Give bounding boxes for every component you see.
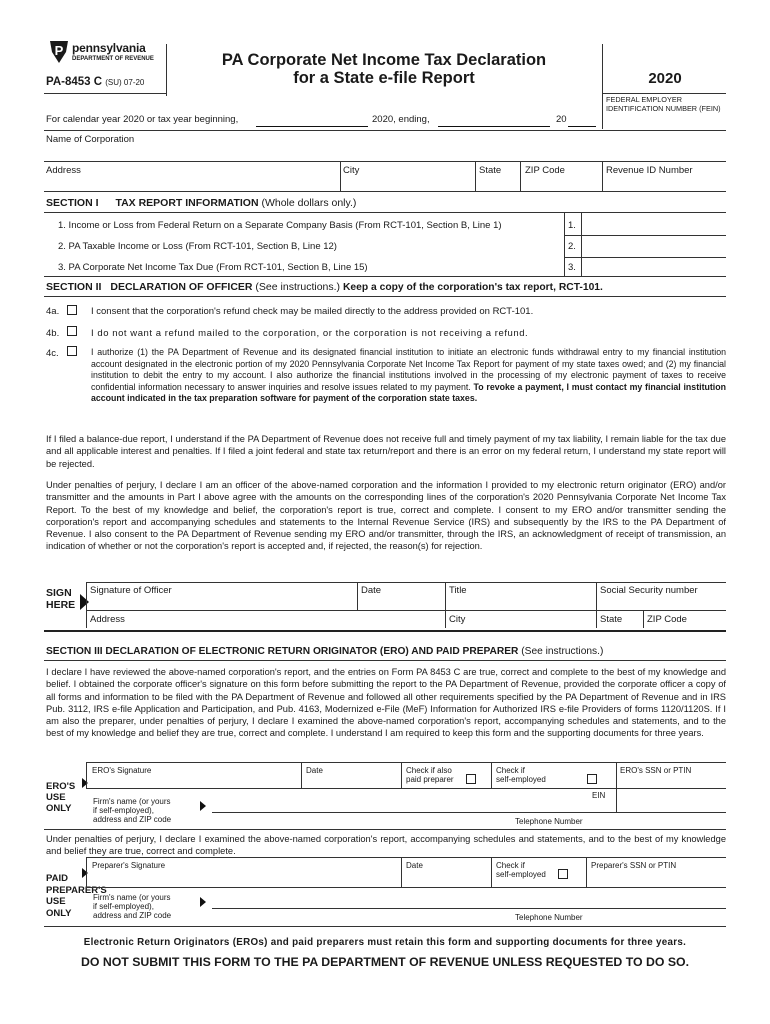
ero-self-employed-checkbox[interactable] [587,774,597,784]
ero-paid-preparer-checkbox[interactable] [466,774,476,784]
section-2-title: DECLARATION OF OFFICER [110,281,253,293]
officer-signature-field[interactable] [88,597,354,609]
preparer-ssn-label: Preparer's SSN or PTIN [591,861,677,870]
here-label: HERE [46,599,76,611]
corp-state-label: State [479,165,502,176]
do-not-submit-notice: DO NOT SUBMIT THIS FORM TO THE PA DEPARTMENT OF REVENUE UNLESS REQUESTED TO DO SO. [80,955,690,969]
section-3-title: SECTION III DECLARATION OF ELECTRONIC RETURN ORIGINATOR (ERO) AND PAID PREPARER [46,646,519,657]
preparer-self-employed-label [496,861,546,879]
ero-date-label: Date [306,766,323,775]
ero-self-line-1: Check if [496,766,525,775]
prep-label-3: USE [46,896,66,907]
item-4c-body: I authorize (1) the PA Department of Revenue and its designated financial institution to initiate an electronic funds withdrawal entry to my financial institution account designated in the electronic portion of my 2020 Pennsylvania Corporate Net Income Tax Report for payment of my state taxes owed; and (2) my financial institution to debit the entry to my account. I also authorize the financial institutions involved in the processing of my electronic payment of taxes to receive confidential information necessary to answer inquiries and resolve issues related to my payment. [91,347,726,392]
line-1-text: 1. Income or Loss from Federal Return on a Separate Company Basis (From RCT-101, Section B, Line 1) [58,220,502,231]
ero-firm-field[interactable] [212,797,586,811]
preparer-perjury-paragraph: Under penalties of perjury, I declare I examined the above-named corporation's report, accompanying schedules and statements, and to the best of my knowledge and belief they are true, correct and complete. [46,834,726,857]
preparer-date-label: Date [406,861,423,870]
item-4c-revoke: To revoke a payment, I must contact my financial institution account indicated in the tax preparation software for payment of the corporation state taxes. [91,381,726,404]
section-2-number: SECTION II [46,281,102,293]
tax-year: 2020 [648,70,682,87]
paid-check-line-1: Check if also [406,766,452,775]
prep-label-2: PREPARER'S [46,884,107,896]
section-3-note: (See instructions.) [521,646,604,657]
section-1-title: TAX REPORT INFORMATION [115,197,259,209]
ero-ssn-label: ERO's SSN or PTIN [620,766,692,775]
logo-wordmark: pennsylvania [72,41,146,55]
ero-use-only-label [46,781,75,814]
item-4a-label: 4a. [46,306,60,317]
officer-city-label: City [449,614,466,625]
prep-self-line-2: self-employed [496,870,546,879]
end-year-field[interactable] [568,126,596,127]
checkbox-4c[interactable] [67,346,77,356]
officer-state-label: State [600,614,623,625]
preparer-firm-label [93,893,171,920]
officer-date-label: Date [361,585,382,596]
preparer-telephone-label: Telephone Number [515,913,583,922]
prep-self-line-1: Check if [496,861,525,870]
ero-self-employed-check-label [496,766,546,784]
form-revision: (SU) 07-20 [105,78,145,87]
prep-firm-line-2: if self-employed), [93,902,154,911]
corp-address-label: Address [46,165,81,176]
end-date-field[interactable] [438,126,550,127]
balance-due-paragraph: If I filed a balance-due report, I understand if the PA Department of Revenue does not receive full and timely payment of my tax liability, I remain liable for the tax due and all applicable interest and penalties. If I filed a joint federal and state tax return/report and there is an error on my federal return, I understand my state report will be rejected. [46,434,726,469]
calendar-mid: 2020, ending, [372,114,430,125]
keep-copy-note: Keep a copy of the corporation's tax report, RCT-101. [342,282,603,293]
ero-label-3: ONLY [46,803,72,814]
corp-name-label: Name of Corporation [46,134,135,145]
paid-check-line-2: paid preparer [406,775,454,784]
section-2-note: (See instructions.) [255,281,341,293]
prep-firm-line-3: address and ZIP code [93,911,172,920]
ero-label-1: ERO'S [46,781,76,792]
ero-telephone-label: Telephone Number [515,817,583,826]
sign-here-label [46,587,75,611]
ero-firm-label [93,797,171,824]
section-3-header [46,646,603,657]
line-3-text: 3. PA Corporate Net Income Tax Due (From RCT-101, Section B, Line 15) [58,262,368,273]
item-4b-text: I do not want a refund mailed to the corporation, or the corporation is not receiving a refund. [91,328,529,339]
corp-name-field[interactable] [44,148,726,160]
item-4a-text: I consent that the corporation's refund check may be mailed directly to the address provided on RCT-101. [91,306,534,317]
title-line-1: PA Corporate Net Income Tax Declaration [221,51,547,69]
logo-subtitle: DEPARTMENT OF REVENUE [72,56,154,62]
line-3-number: 3. [568,262,576,273]
prep-firm-line-1: Firm's name (or yours [93,893,171,902]
corp-zip-label: ZIP Code [525,165,565,176]
preparer-self-employed-checkbox[interactable] [558,869,568,879]
preparer-signature-label: Preparer's Signature [92,861,166,870]
preparer-firm-arrow-icon [200,897,206,907]
revenue-id-label: Revenue ID Number [606,165,693,176]
officer-ssn-label: Social Security number [600,585,698,596]
section-2-header [46,281,603,293]
perjury-paragraph: Under penalties of perjury, I declare I am an officer of the above-named corporation and the information I provided to my electronic return originator (ERO) and/or transmitter and the amounts in Part I above agree with the amounts on the corresponding lines of the corporation's 2020 Pennsylvania Corporate Net Income Tax Report. To the best of my knowledge and belief, the corporation's report is true, correct and complete. I consent to my ERO and/or transmitter sending the corporation's report and accompanying schedules and statements to the Internal Revenue Service (IRS) and subsequently by the IRS to the PA Department of Revenue. I also consent to the PA Department of Revenue sending my ERO and/or transmitter, through the IRS, an acknowledgment of receipt of transmission, an indication of whether or not the corporation's report is accepted and, if rejected, the reason(s) for rejection. [46,480,726,552]
sign-label: SIGN [46,587,72,599]
preparer-signature-arrow-icon [82,868,88,878]
calendar-suffix: 20 [556,114,567,125]
keystone-logo-icon [48,40,70,64]
form-id [46,76,144,88]
checkbox-4b[interactable] [67,326,77,336]
ero-paid-preparer-check-label [406,766,454,784]
section-1-number: SECTION I [46,197,99,209]
title-line-2: for a State e-file Report [293,69,475,87]
svg-text:P: P [54,43,64,58]
item-4b-label: 4b. [46,328,60,339]
ero-signature-label: ERO's Signature [92,766,152,775]
preparer-firm-field[interactable] [212,893,726,907]
ero-declaration-paragraph: I declare I have reviewed the above-named corporation's report, and the entries on Form PA 8453 C are true, correct and complete to the best of my knowledge and belief. I obtained the corporate officer's signature on this form before submitting the report to the PA Department of Revenue, provided the corporate officer a copy of all forms and information to be filed with the PA Department of Revenue and followed all other requirements specified by the PA Department of Revenue and in IRS Pub. 3112, IRS e-file Application and Participation, and Pub. 4163, Modernized e-File (MeF) Information for Authorized IRS e-file Providers of forms 1120/1120S. If I am also the preparer, under penalties of perjury, I declare I examined the above-named corporation's report, accompanying schedules and statements, and to the best of my knowledge and belief they are true, correct and complete. I understand I am required to keep this form and the supporting documents for three years. [46,667,726,739]
officer-zip-label: ZIP Code [647,614,687,625]
ero-self-line-2: self-employed [496,775,546,784]
section-1-note: (Whole dollars only.) [261,197,357,209]
ero-label-2: USE [46,792,66,803]
line-2-number: 2. [568,241,576,252]
ero-signature-arrow-icon [82,778,88,788]
line-2-amount-field[interactable] [582,236,726,256]
ero-firm-line-2: if self-employed), [93,806,154,815]
ero-firm-line-3: address and ZIP code [93,815,172,824]
retain-notice: Electronic Return Originators (EROs) and paid preparers must retain this form and supporting documents for three years. [83,937,687,948]
line-2-text: 2. PA Taxable Income or Loss (From RCT-101, Section B, Line 12) [58,241,337,252]
corp-city-label: City [343,165,360,176]
line-1-number: 1. [568,220,576,231]
calendar-prefix: For calendar year 2020 or tax year beginning, [46,114,239,125]
checkbox-4a[interactable] [67,305,77,315]
ero-firm-arrow-icon [200,801,206,811]
ero-firm-line-1: Firm's name (or yours [93,797,171,806]
form-number: PA-8453 C [46,76,103,88]
begin-date-field[interactable] [256,126,368,127]
fein-label: FEDERAL EMPLOYER IDENTIFICATION NUMBER (FEIN) [606,95,721,113]
officer-title-label: Title [449,585,467,596]
officer-address-label: Address [90,614,125,625]
prep-label-1: PAID [46,873,68,884]
item-4c-text [91,347,726,405]
line-1-amount-field[interactable] [582,214,726,234]
ero-ein-label: EIN [592,791,606,800]
prep-label-4: ONLY [46,907,72,919]
officer-signature-label: Signature of Officer [90,585,172,596]
item-4c-label: 4c. [46,348,59,359]
form-title [166,51,602,87]
line-3-amount-field[interactable] [582,258,726,276]
section-1-header [46,197,356,209]
